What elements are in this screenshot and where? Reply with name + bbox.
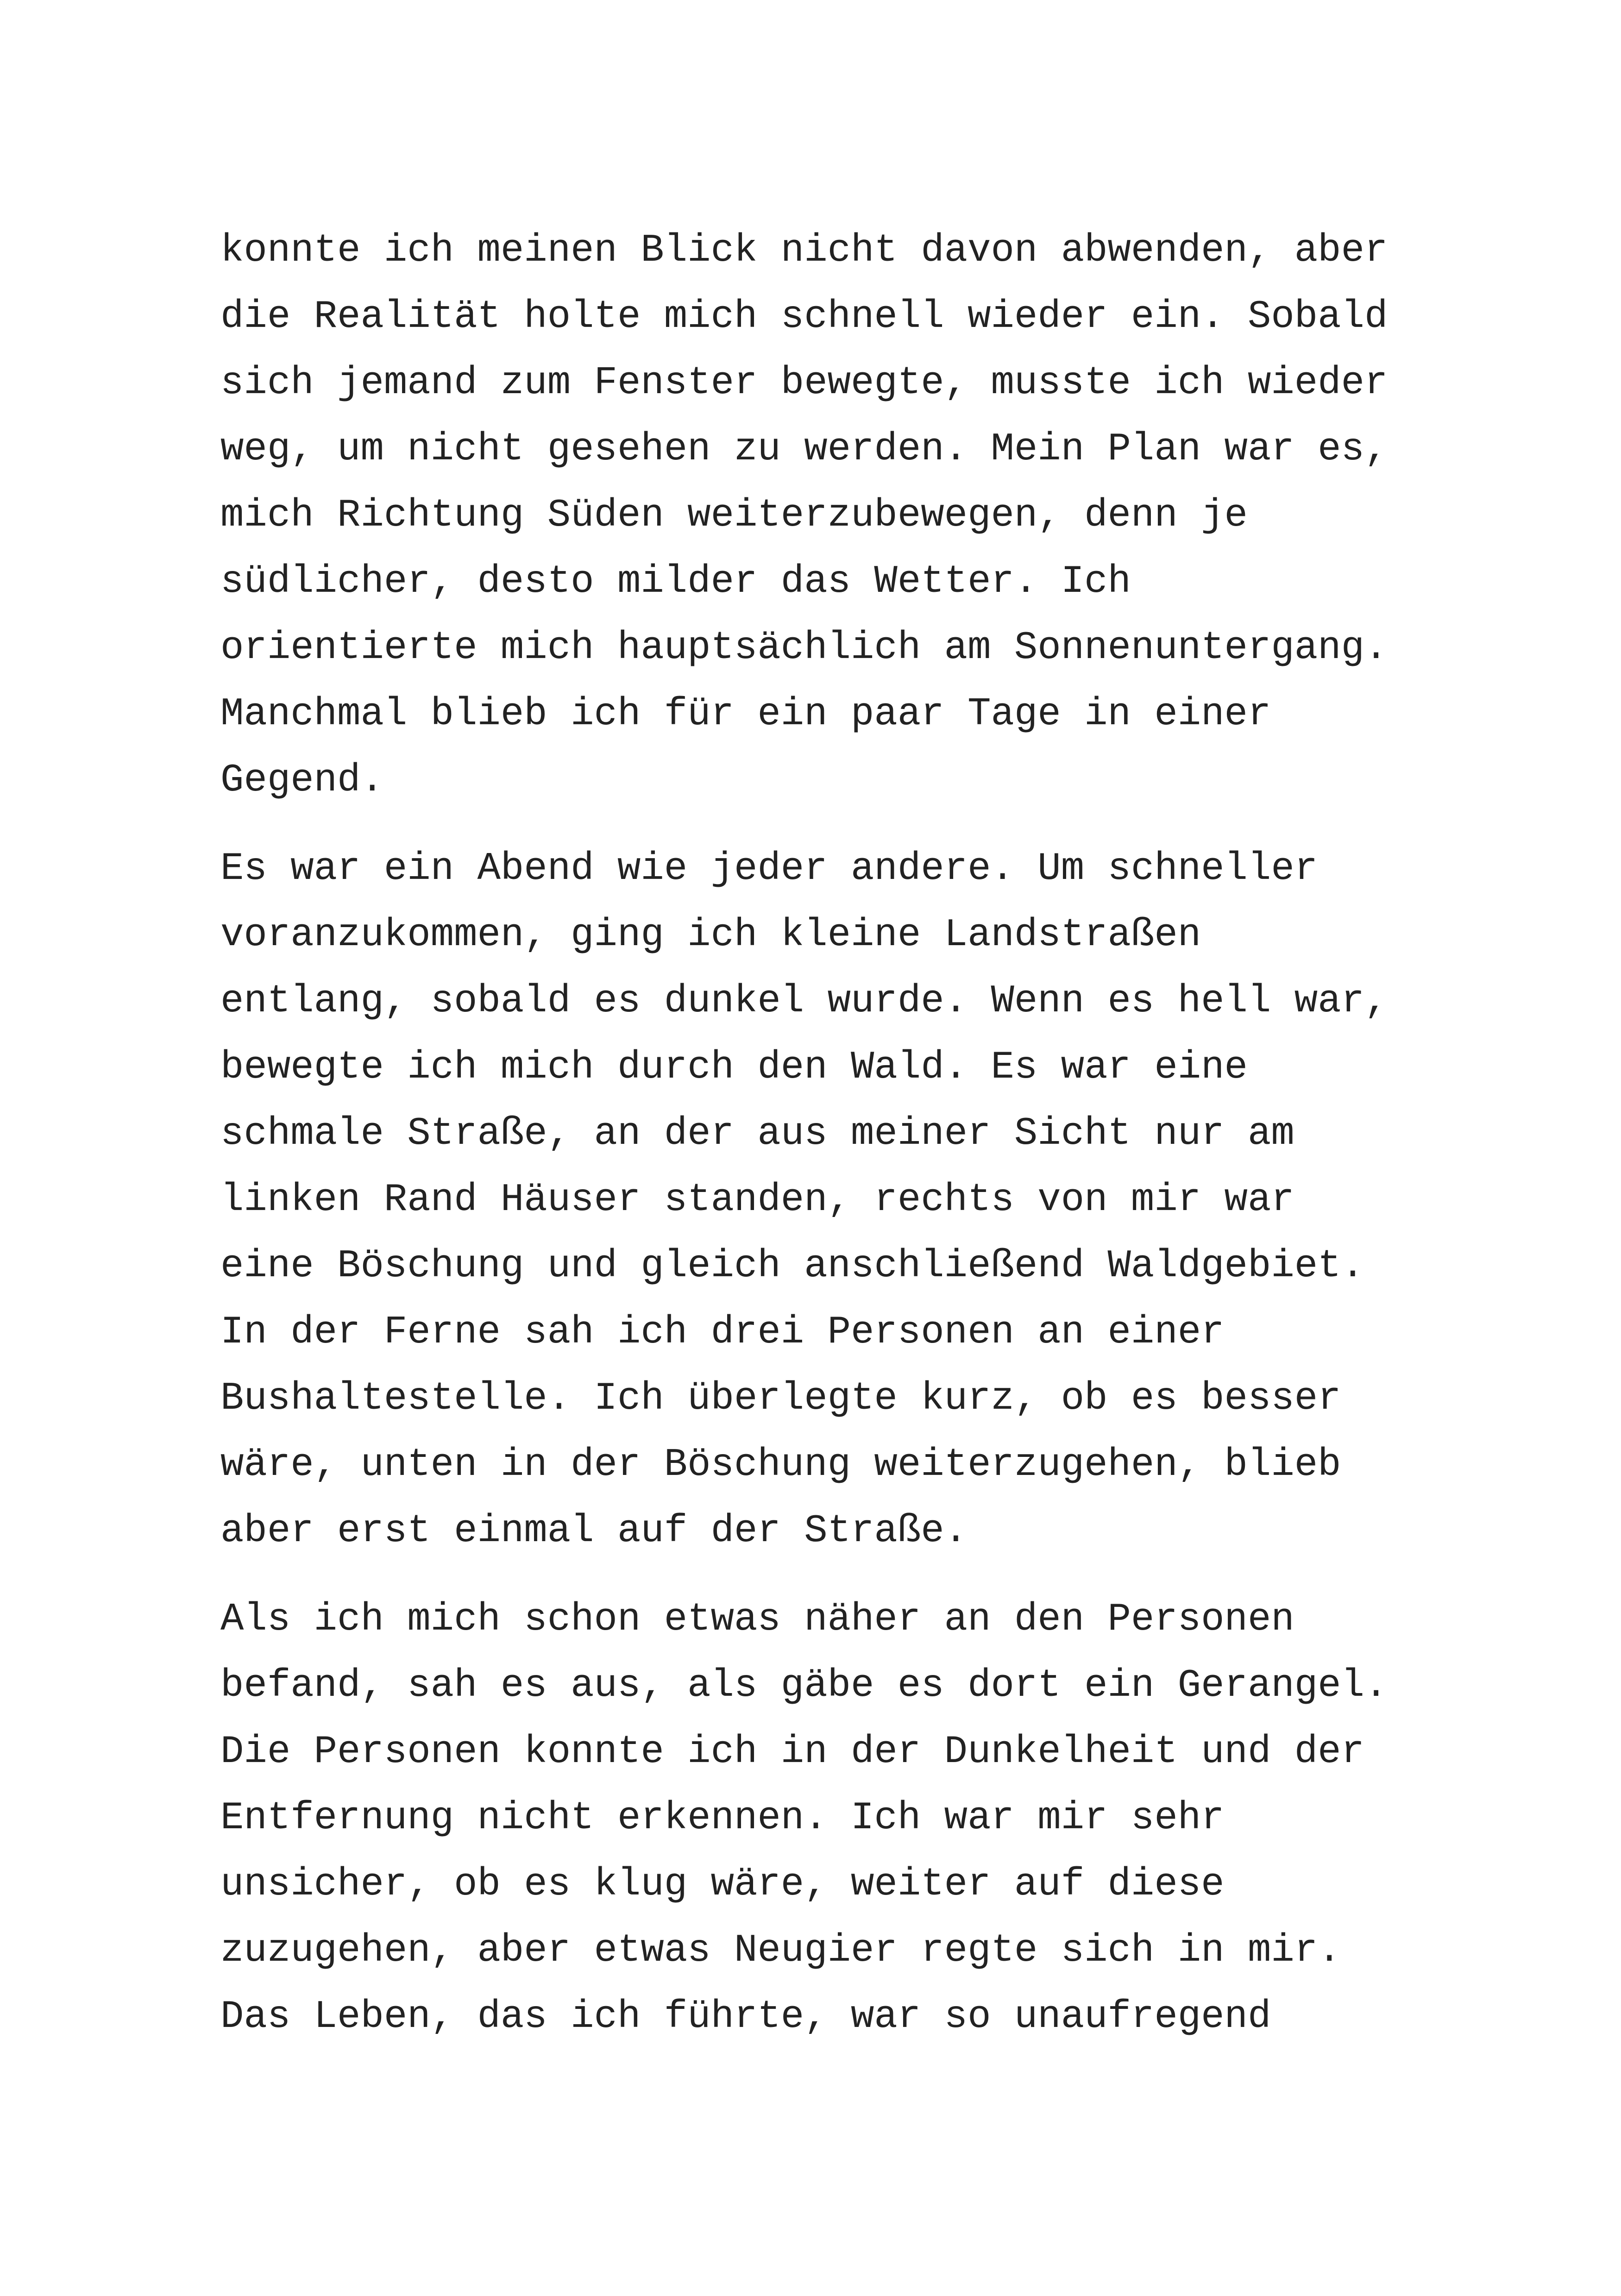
text-line: zuzugehen, aber etwas Neugier regte sich in mir. [220, 1929, 1341, 1973]
text-line: Gegend. [220, 759, 384, 803]
text-line: befand, sah es aus, als gäbe es dort ein Gerangel. [220, 1664, 1388, 1708]
text-line: Manchmal blieb ich für ein paar Tage in einer [220, 692, 1271, 736]
paragraph-2 [220, 836, 1425, 1564]
text-line: südlicher, desto milder das Wetter. Ich [220, 560, 1131, 604]
text-line: unsicher, ob es klug wäre, weiter auf diese [220, 1863, 1225, 1907]
text-line: weg, um nicht gesehen zu werden. Mein Plan war es, [220, 427, 1388, 471]
text-line: In der Ferne sah ich drei Personen an einer [220, 1311, 1225, 1355]
text-line: sich jemand zum Fenster bewegte, musste ich wieder [220, 361, 1388, 405]
text-line: Als ich mich schon etwas näher an den Personen [220, 1598, 1294, 1642]
text-line: konnte ich meinen Blick nicht davon abwenden, aber [220, 229, 1388, 273]
text-line: bewegte ich mich durch den Wald. Es war eine [220, 1046, 1248, 1090]
text-line: wäre, unten in der Böschung weiterzugehen, blieb [220, 1443, 1341, 1487]
text-line: die Realität holte mich schnell wieder ein. Sobald [220, 295, 1388, 339]
text-line: eine Böschung und gleich anschließend Waldgebiet. [220, 1244, 1365, 1288]
text-line: Bushaltestelle. Ich überlegte kurz, ob es besser [220, 1377, 1341, 1421]
text-line: schmale Straße, an der aus meiner Sicht nur am [220, 1112, 1294, 1156]
paragraph-1 [220, 218, 1425, 814]
text-line: voranzukommen, ging ich kleine Landstraßen [220, 913, 1201, 957]
text-line: entlang, sobald es dunkel wurde. Wenn es hell war, [220, 979, 1388, 1023]
body-text [220, 218, 1425, 2072]
text-line: mich Richtung Süden weiterzubewegen, denn je [220, 494, 1248, 538]
text-line: Die Personen konnte ich in der Dunkelheit und der [220, 1730, 1365, 1774]
text-line: linken Rand Häuser standen, rechts von mir war [220, 1178, 1294, 1222]
text-line: Entfernung nicht erkennen. Ich war mir sehr [220, 1796, 1225, 1840]
text-line: Das Leben, das ich führte, war so unaufregend [220, 1995, 1271, 2039]
text-line: aber erst einmal auf der Straße. [220, 1509, 968, 1553]
paragraph-3 [220, 1587, 1425, 2050]
text-line: orientierte mich hauptsächlich am Sonnenuntergang. [220, 626, 1388, 670]
text-line: Es war ein Abend wie jeder andere. Um schneller [220, 847, 1318, 891]
